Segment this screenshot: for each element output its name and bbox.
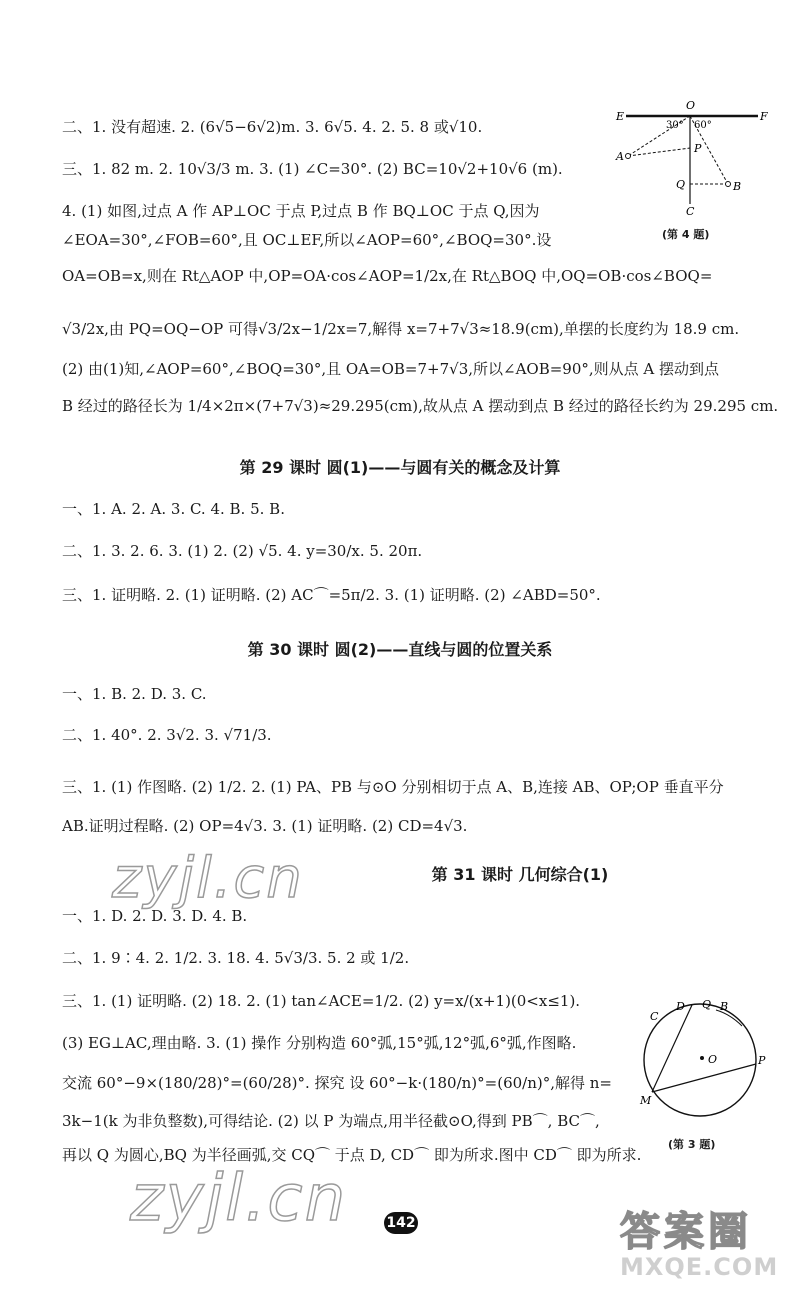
figure-caption: (第 4 题) (662, 228, 710, 241)
label-o: O (708, 1053, 718, 1066)
answer-line: 二、1. 3. 2. 6. 3. (1) 2. (2) √5. 4. y=30/x. 5. 20π. (62, 542, 423, 560)
label-60: 60° (694, 120, 712, 131)
answer-line: 3k−1(k 为非负整数),可得结论. (2) 以 P 为端点,用半径截⊙O,得到 PB⌒, BC⌒, (62, 1112, 600, 1130)
label-p: P (694, 142, 702, 155)
answer-line: 交流 60°−9×(180/28)°=(60/28)°. 探究 设 60°−k·(180/n)°=(60/n)°,解得 n= (62, 1074, 612, 1092)
label-p: P (758, 1054, 766, 1067)
point-a (626, 154, 631, 159)
site-logo (620, 1200, 790, 1286)
answer-line: 一、1. B. 2. D. 3. C. (62, 685, 207, 703)
pendulum-figure (610, 98, 770, 218)
answer-line: 4. (1) 如图,过点 A 作 AP⊥OC 于点 P,过点 B 作 BQ⊥OC 于点 Q,因为 (62, 202, 540, 220)
page-number: 142 (384, 1212, 418, 1234)
label-b: B (720, 1000, 729, 1013)
answer-line: AB.证明过程略. (2) OP=4√3. 3. (1) 证明略. (2) CD=4√3. (62, 817, 468, 835)
logo-text: 答案圈 (620, 1209, 752, 1255)
answer-line: 三、1. 证明略. 2. (1) 证明略. (2) AC⌒=5π/2. 3. (1) 证明略. (2) ∠ABD=50°. (62, 586, 601, 604)
label-d: D (676, 1000, 685, 1013)
center-o (700, 1056, 704, 1060)
answer-line: 二、1. 40°. 2. 3√2. 3. √71/3. (62, 726, 272, 744)
circle-o (644, 1004, 756, 1116)
label-f: F (760, 110, 768, 123)
label-e: E (616, 110, 625, 123)
answer-line: 二、1. 没有超速. 2. (6√5−6√2)m. 3. 6√5. 4. 2. 5. 8 或√10. (62, 118, 483, 136)
answer-line: 二、1. 9∶4. 2. 1/2. 3. 18. 4. 5√3/3. 5. 2 或 1/2. (62, 949, 410, 967)
answer-line: 三、1. 82 m. 2. 10√3/3 m. 3. (1) ∠C=30°. (2) BC=10√2+10√6 (m). (62, 160, 563, 178)
label-m: M (640, 1094, 652, 1107)
watermark: zyjl.cn (112, 846, 304, 911)
answer-line: 一、1. D. 2. D. 3. D. 4. B. (62, 907, 248, 925)
answer-line: B 经过的路径长为 1/4×2π×(7+7√3)≈29.295(cm),故从点 A 摆动到点 B 经过的路径长约为 29.295 cm. (62, 397, 779, 415)
circle-figure (630, 998, 770, 1128)
answer-line: ∠EOA=30°,∠FOB=60°,且 OC⊥EF,所以∠AOP=60°,∠BOQ=30°.设 (62, 231, 552, 249)
answer-line: 三、1. (1) 证明略. (2) 18. 2. (1) tan∠ACE=1/2. (2) y=x/(x+1)(0<x≤1). (62, 992, 581, 1010)
answer-line: OA=OB=x,则在 Rt△AOP 中,OP=OA·cos∠AOP=1/2x,在 Rt△BOQ 中,OQ=OB·cos∠BOQ= (62, 267, 713, 285)
answer-line: √3/2x,由 PQ=OQ−OP 可得√3/2x−1/2x=7,解得 x=7+7√3≈18.9(cm),单摆的长度约为 18.9 cm. (62, 320, 740, 338)
label-q: Q (702, 998, 712, 1011)
label-b: B (733, 180, 742, 193)
answer-line: (2) 由(1)知,∠AOP=60°,∠BOQ=30°,且 OA=OB=7+7√3,所以∠AOB=90°,则从点 A 摆动到点 (62, 360, 720, 378)
section-heading: 第 30 课时 圆(2)——直线与圆的位置关系 (247, 640, 553, 659)
label-a: A (616, 150, 624, 163)
chord-mp (652, 1064, 756, 1092)
line-ap (628, 148, 690, 156)
label-o: O (686, 99, 696, 112)
answer-line: 再以 Q 为圆心,BQ 为半径画弧,交 CQ⌒ 于点 D, CD⌒ 即为所求.图中 CD⌒ 即为所求. (62, 1146, 642, 1164)
label-c: C (686, 205, 695, 218)
answer-line: (3) EG⊥AC,理由略. 3. (1) 操作 分别构造 60°弧,15°弧,12°弧,6°弧,作图略. (62, 1034, 577, 1052)
point-b (726, 182, 731, 187)
label-30: 30° (666, 120, 684, 131)
watermark: zyjl.cn (130, 1162, 348, 1236)
answer-line: 三、1. (1) 作图略. (2) 1/2. 2. (1) PA、PB 与⊙O 分别相切于点 A、B,连接 AB、OP;OP 垂直平分 (62, 778, 724, 796)
answer-line: 一、1. A. 2. A. 3. C. 4. B. 5. B. (62, 500, 285, 518)
label-q: Q (676, 178, 686, 191)
section-heading: 第 29 课时 圆(1)——与圆有关的概念及计算 (239, 458, 561, 477)
figure-caption: (第 3 题) (668, 1138, 716, 1151)
section-heading: 第 31 课时 几何综合(1) (431, 865, 609, 884)
label-c: C (650, 1010, 659, 1023)
logo-domain: MXQE.COM (620, 1253, 779, 1281)
